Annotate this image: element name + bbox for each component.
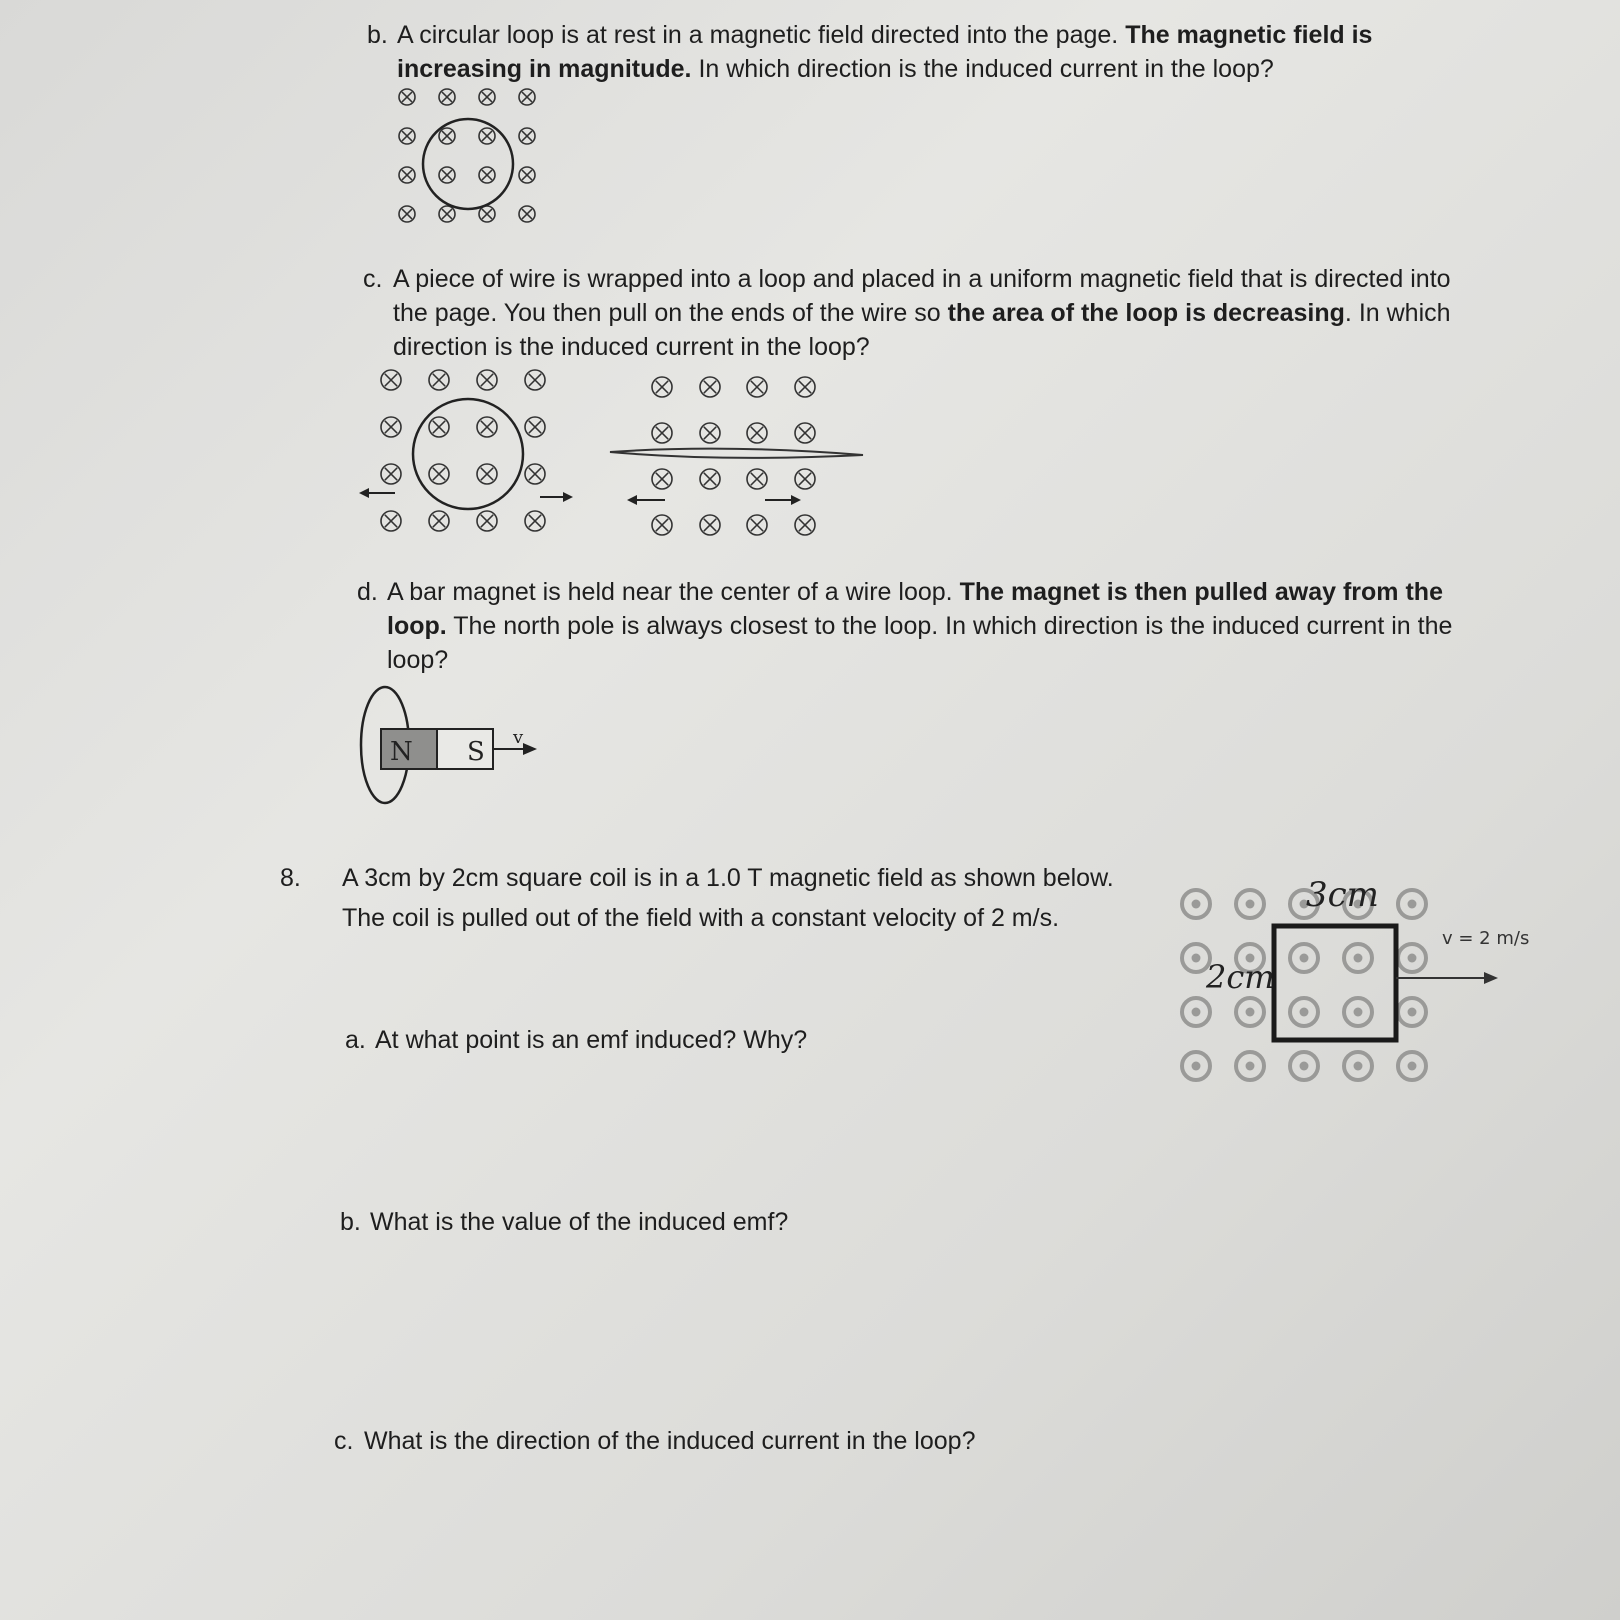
field-into-page-icon xyxy=(747,423,767,443)
question-text: What is the direction of the induced current in the loop? xyxy=(364,1427,976,1455)
field-out-of-page-icon xyxy=(1236,998,1264,1026)
velocity-label: v = 2 m/s xyxy=(1442,928,1530,949)
question-text: A bar magnet is held near the center of a wire loop. xyxy=(387,578,960,606)
question-text: A 3cm by 2cm square coil is in a 1.0 T magnetic field as shown below. The coil is pulled out of the field with a constant velocity of 2 m/s. xyxy=(342,864,1114,932)
question-letter: b. xyxy=(340,1208,361,1236)
question-emphasis: The magnetic field is increasing in magnitude. xyxy=(397,21,1373,83)
field-into-page-icon xyxy=(381,370,401,390)
question-text: At what point is an emf induced? Why? xyxy=(375,1026,808,1054)
question-text-end: . In which direction is the induced current in the loop? xyxy=(393,299,1451,361)
velocity-label: v xyxy=(513,727,524,748)
field-into-page-icon xyxy=(479,206,495,222)
height-label: 2cm xyxy=(1206,958,1275,996)
diagram-b-field xyxy=(385,85,585,225)
field-into-page-icon xyxy=(525,417,545,437)
field-out-of-page-icon xyxy=(1344,1052,1372,1080)
field-into-page-icon xyxy=(795,423,815,443)
field-out-of-page-icon xyxy=(1290,944,1318,972)
question-8c xyxy=(334,1424,976,1458)
field-into-page-icon xyxy=(439,206,455,222)
question-8a xyxy=(345,1023,808,1057)
field-out-of-page-icon xyxy=(1344,944,1372,972)
magnet-s-label: S xyxy=(467,737,485,767)
field-out-of-page-icon xyxy=(1236,1052,1264,1080)
field-into-page-icon xyxy=(399,89,415,105)
field-into-page-icon xyxy=(477,511,497,531)
field-out-of-page-icon xyxy=(1398,998,1426,1026)
field-into-page-icon xyxy=(429,370,449,390)
field-into-page-icon xyxy=(747,469,767,489)
diagram-8-coil xyxy=(1170,872,1550,1092)
diagram-d-magnet xyxy=(355,685,575,815)
field-into-page-icon xyxy=(479,89,495,105)
field-into-page-icon xyxy=(479,128,495,144)
field-into-page-icon xyxy=(477,417,497,437)
field-out-of-page-icon xyxy=(1236,890,1264,918)
field-into-page-icon xyxy=(519,89,535,105)
field-into-page-icon xyxy=(700,469,720,489)
field-into-page-icon xyxy=(477,370,497,390)
question-d xyxy=(357,575,1497,677)
question-number: 8. xyxy=(280,864,301,892)
field-out-of-page-icon xyxy=(1398,890,1426,918)
field-out-of-page-icon xyxy=(1182,998,1210,1026)
field-into-page-icon xyxy=(381,464,401,484)
field-into-page-icon xyxy=(652,469,672,489)
field-into-page-icon xyxy=(652,515,672,535)
field-out-of-page-icon xyxy=(1398,944,1426,972)
field-into-page-icon xyxy=(795,515,815,535)
question-emphasis: the area of the loop is decreasing xyxy=(947,299,1345,327)
pull-right-arrow xyxy=(791,495,801,505)
question-8 xyxy=(280,858,1152,938)
question-text-end: In which direction is the induced current in the loop? xyxy=(691,55,1274,83)
question-8b xyxy=(340,1205,789,1239)
field-into-page-icon xyxy=(747,377,767,397)
field-into-page-icon xyxy=(700,377,720,397)
field-out-of-page-icon xyxy=(1182,1052,1210,1080)
field-into-page-icon xyxy=(700,423,720,443)
width-label: 3cm xyxy=(1306,875,1379,915)
field-into-page-icon xyxy=(439,128,455,144)
field-into-page-icon xyxy=(795,469,815,489)
field-into-page-icon xyxy=(399,206,415,222)
velocity-arrow xyxy=(523,743,537,755)
question-letter: b. xyxy=(367,21,388,49)
question-emphasis: The magnet is then pulled away from the loop. xyxy=(387,578,1443,640)
question-letter: c. xyxy=(334,1427,354,1455)
diagram-c-after xyxy=(605,370,865,540)
question-letter: c. xyxy=(363,265,383,293)
field-into-page-icon xyxy=(700,515,720,535)
loop-c xyxy=(413,399,523,509)
question-b xyxy=(367,18,1407,86)
question-text: What is the value of the induced emf? xyxy=(370,1208,789,1236)
field-into-page-icon xyxy=(439,89,455,105)
field-into-page-icon xyxy=(525,464,545,484)
field-into-page-icon xyxy=(399,128,415,144)
field-into-page-icon xyxy=(381,511,401,531)
pull-left-arrow xyxy=(359,488,369,498)
field-into-page-icon xyxy=(429,417,449,437)
field-into-page-icon xyxy=(429,464,449,484)
field-out-of-page-icon xyxy=(1398,1052,1426,1080)
field-out-of-page-icon xyxy=(1182,890,1210,918)
field-into-page-icon xyxy=(381,417,401,437)
question-text: A piece of wire is wrapped into a loop and placed in a uniform magnetic field that is directed into the page. You then pull on the ends of the wire so xyxy=(393,265,1451,327)
loop-b xyxy=(423,119,513,209)
field-into-page-icon xyxy=(479,167,495,183)
question-letter: d. xyxy=(357,578,378,606)
field-into-page-icon xyxy=(519,167,535,183)
pull-right-arrow xyxy=(563,492,573,502)
field-into-page-icon xyxy=(747,515,767,535)
question-text-end: The north pole is always closest to the loop. In which direction is the induced current in the loop? xyxy=(387,612,1453,674)
field-into-page-icon xyxy=(525,511,545,531)
diagram-c-before xyxy=(365,365,575,535)
field-into-page-icon xyxy=(477,464,497,484)
field-into-page-icon xyxy=(525,370,545,390)
flattened-loop xyxy=(610,449,863,458)
magnet-n-label: N xyxy=(390,737,413,767)
field-into-page-icon xyxy=(652,377,672,397)
field-into-page-icon xyxy=(795,377,815,397)
question-text: A circular loop is at rest in a magnetic field directed into the page. xyxy=(397,21,1126,49)
field-out-of-page-icon xyxy=(1290,1052,1318,1080)
field-into-page-icon xyxy=(399,167,415,183)
field-into-page-icon xyxy=(519,206,535,222)
velocity-arrow xyxy=(1484,972,1498,984)
field-into-page-icon xyxy=(439,167,455,183)
field-out-of-page-icon xyxy=(1290,998,1318,1026)
field-out-of-page-icon xyxy=(1344,998,1372,1026)
question-c xyxy=(363,262,1463,364)
field-into-page-icon xyxy=(652,423,672,443)
question-letter: a. xyxy=(345,1026,366,1054)
field-into-page-icon xyxy=(519,128,535,144)
pull-left-arrow xyxy=(627,495,637,505)
field-into-page-icon xyxy=(429,511,449,531)
